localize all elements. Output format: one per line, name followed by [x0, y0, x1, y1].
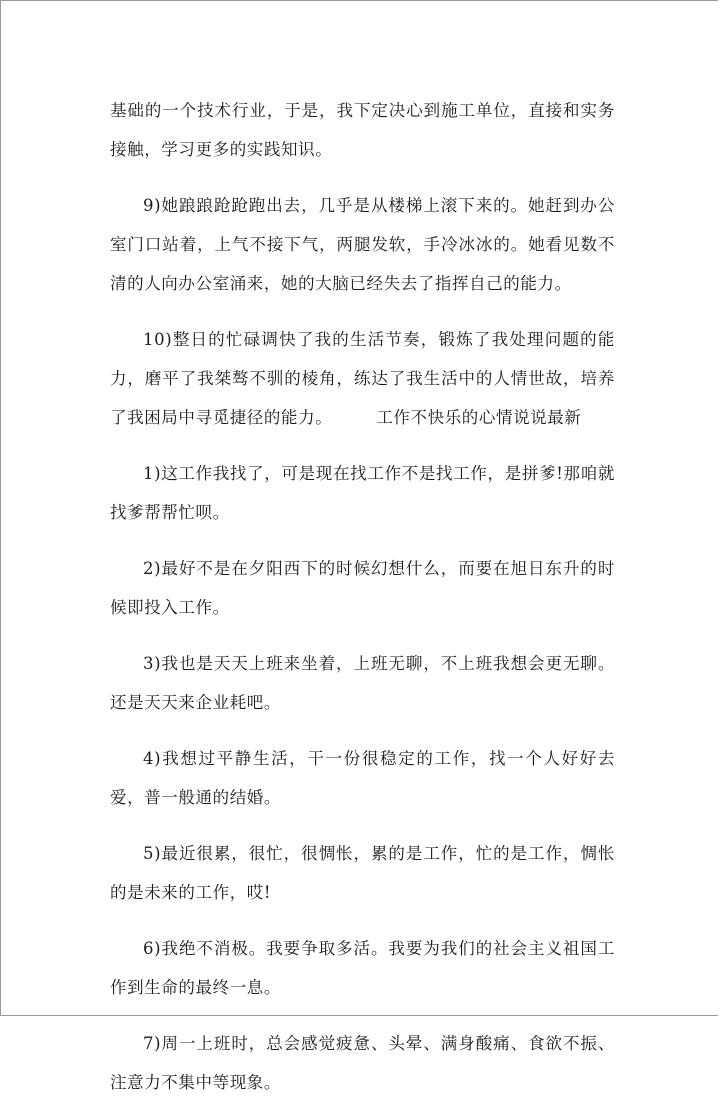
- paragraph-item-9: 9)她踉踉跄跄跑出去，几乎是从楼梯上滚下来的。她赶到办公室门口站着，上气不接下气，两腿发软，手冷冰冰的。她看见数不清的人向办公室涌来，她的大脑已经失去了指挥自己的能力。: [110, 196, 615, 293]
- paragraph-item-10-text: 10)整日的忙碌调快了我的生活节奏，锻炼了我处理问题的能力，磨平了我桀骜不驯的棱角，练达了我生活中的人情世故，培养了我困局中寻觅捷径的能力。: [110, 330, 615, 427]
- paragraph-item-3: 3)我也是天天上班来坐着，上班无聊，不上班我想会更无聊。还是天天来企业耗吧。: [110, 654, 615, 712]
- paragraph-item-2: 2)最好不是在夕阳西下的时候幻想什么，而要在旭日东升的时候即投入工作。: [110, 559, 615, 617]
- paragraph-item-7: 7)周一上班时，总会感觉疲惫、头晕、满身酸痛、食欲不振、注意力不集中等现象。: [110, 1034, 615, 1092]
- paragraph-item-1: 1)这工作我找了，可是现在找工作不是找工作，是拼爹!那咱就找爹帮帮忙呗。: [110, 464, 615, 522]
- paragraph-item-10: [110, 320, 615, 437]
- section-title: 工作不快乐的心情说说最新: [376, 408, 582, 427]
- paragraph-item-4: 4)我想过平静生活，干一份很稳定的工作，找一个人好好去爱，普一般通的结婚。: [110, 749, 615, 807]
- document-body: [110, 91, 615, 1119]
- paragraph-item-6: 6)我绝不消极。我要争取多活。我要为我们的社会主义祖国工作到生命的最终一息。: [110, 939, 615, 997]
- paragraph-item-5: 5)最近很累，很忙，很惆怅，累的是工作，忙的是工作，惆怅的是未来的工作，哎!: [110, 844, 615, 902]
- paragraph-continuation: 基础的一个技术行业，于是，我下定决心到施工单位，直接和实务接触，学习更多的实践知识。: [110, 101, 615, 159]
